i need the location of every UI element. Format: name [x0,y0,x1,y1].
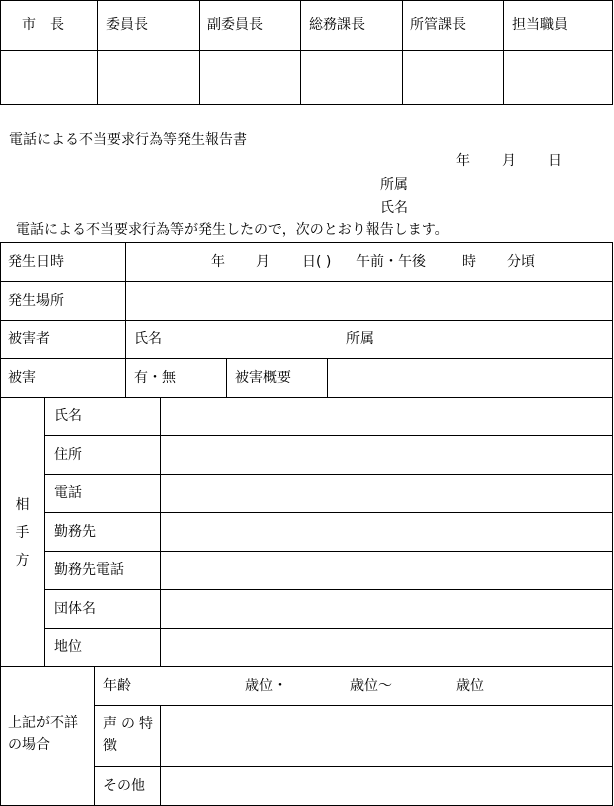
counterparty-address-field[interactable] [161,436,612,474]
counterparty-workplace-field[interactable] [161,513,612,551]
counterparty-workplace-phone-field[interactable] [161,552,612,589]
counterparty-address-label: 住所 [54,447,82,463]
occurrence-year-label: 年 [211,254,225,270]
victim-name-label: 氏名 [134,331,162,347]
age-about-label: 歳位・ [245,678,287,694]
other-label: その他 [103,778,145,794]
age-range-label: 歳位～ [350,678,392,694]
counterparty-phone-label: 電話 [54,485,82,501]
counterparty-phone-field[interactable] [161,475,612,512]
location-field[interactable] [126,282,612,320]
voice-features-line-2: 徴 [103,738,117,754]
unknown-group-line-2: の場合 [8,737,50,753]
approval-header-section-manager: 所管課長 [410,17,466,33]
damage-summary-field[interactable] [328,359,612,397]
occurrence-am-pm-label: 午前・午後 [356,254,426,270]
date-year-label: 年 [456,153,470,169]
other-field[interactable] [161,767,612,805]
counterparty-workplace-phone-label: 勤務先電話 [54,562,124,578]
report-title: 電話による不当要求行為等発生報告書 [9,132,247,148]
counterparty-group-char-2: 手 [15,525,30,541]
approval-header-chair: 委員長 [106,17,148,33]
victim-affiliation-field[interactable] [384,321,612,358]
victim-label: 被害者 [8,331,50,347]
counterparty-organization-label: 団体名 [54,601,96,617]
approval-header-mayor: 市 長 [22,17,64,33]
stamp-box-staff[interactable] [504,51,612,104]
unknown-group-label [8,712,78,756]
occurrence-day-weekday-label: 日( ) [302,254,332,270]
damage-summary-label: 被害概要 [235,370,291,386]
approval-header-vice-chair: 副委員長 [207,17,263,33]
age-label: 年齢 [103,678,131,694]
counterparty-group-char-1: 相 [15,497,30,513]
stamp-box-section-manager[interactable] [403,51,503,104]
report-intro: 電話による不当要求行為等が発生したので，次のとおり報告します。 [16,222,449,238]
counterparty-organization-field[interactable] [161,590,612,628]
date-month-label: 月 [502,153,516,169]
reporter-affiliation-label: 所属 [380,177,408,193]
counterparty-position-field[interactable] [161,629,612,666]
approval-header-general-affairs-manager: 総務課長 [309,17,365,33]
reporter-name-label: 氏名 [380,200,408,216]
damage-label: 被害 [8,370,36,386]
voice-features-field[interactable] [161,706,612,766]
approval-header-staff: 担当職員 [512,17,568,33]
victim-name-field[interactable] [170,321,340,358]
age-end-label: 歳位 [456,678,484,694]
occurrence-month-label: 月 [256,254,270,270]
stamp-box-mayor[interactable] [1,51,97,104]
counterparty-group-char-3: 方 [15,553,30,569]
location-label: 発生場所 [8,293,64,309]
stamp-box-chair[interactable] [98,51,199,104]
stamp-box-vice-chair[interactable] [200,51,300,104]
counterparty-name-field[interactable] [161,398,612,435]
occurrence-datetime-label: 発生日時 [8,254,64,270]
damage-yes-no-option[interactable]: 有・無 [134,370,176,386]
occurrence-minute-label: 分頃 [507,254,535,270]
counterparty-position-label: 地位 [54,639,82,655]
counterparty-name-label: 氏名 [54,408,82,424]
voice-features-label [103,713,157,757]
unknown-group-line-1: 上記が不詳 [8,715,78,731]
stamp-box-general-affairs-manager[interactable] [301,51,402,104]
counterparty-group-label [1,398,44,666]
voice-features-line-1: 声の特 [103,716,157,732]
victim-affiliation-label: 所属 [346,331,374,347]
counterparty-workplace-label: 勤務先 [54,524,96,540]
date-day-label: 日 [548,153,562,169]
occurrence-hour-label: 時 [462,254,476,270]
